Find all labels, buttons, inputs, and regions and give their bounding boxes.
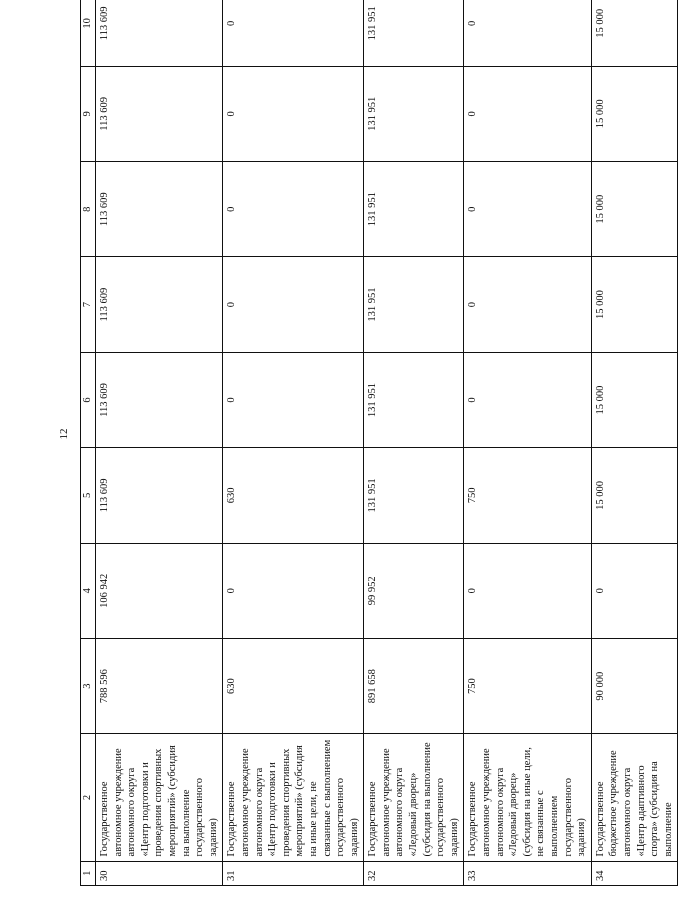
value-cell: 131 951: [364, 257, 464, 352]
column-header: 5: [81, 448, 96, 543]
value-cell: 630: [223, 448, 364, 543]
row-index: 30: [96, 861, 223, 885]
value-cell: 113 609: [96, 162, 223, 257]
value-cell: 0: [223, 543, 364, 638]
value-cell: 99 952: [364, 543, 464, 638]
value-cell: 630: [223, 638, 364, 733]
value-cell: 113 609: [96, 66, 223, 161]
table-row: [96, 0, 223, 886]
table-row: [364, 0, 464, 886]
institution-name: Государственное автономное учреждение автономного округа «Центр подготовки и проведения спортивных мероприятий» (субсидия на выполнение государственного задания): [96, 734, 223, 861]
value-cell: 113 609: [96, 352, 223, 447]
page-number: 12: [58, 428, 70, 440]
value-cell: 90 000: [591, 638, 678, 733]
column-header: 2: [81, 734, 96, 861]
value-cell: 113 609: [96, 257, 223, 352]
value-cell: 750: [464, 638, 591, 733]
institution-name: Государственное автономное учреждение автономного округа «Ледовый дворец» (субсидия на иные цели, не связанные с выполнением государственного задания): [464, 734, 591, 861]
value-cell: 0: [223, 257, 364, 352]
value-cell: 0: [464, 352, 591, 447]
column-number-row: [81, 0, 96, 886]
column-header: 1: [81, 861, 96, 885]
value-cell: 106 942: [96, 543, 223, 638]
value-cell: 15 000: [591, 257, 678, 352]
row-index: 32: [364, 861, 464, 885]
column-header: 8: [81, 162, 96, 257]
value-cell: 0: [464, 162, 591, 257]
value-cell: 0: [223, 66, 364, 161]
value-cell: 0: [223, 352, 364, 447]
institution-name: Государственное бюджетное учреждение автономного округа «Центр адаптивного спорта» (субсидия на выполнение: [591, 734, 678, 861]
table-row: [591, 0, 678, 886]
column-header: 9: [81, 66, 96, 161]
institution-name: Государственное автономное учреждение автономного округа «Центр подготовки и проведения спортивных мероприятий» (субсидия на иные цели, не связанные с выполнением государственного задания): [223, 734, 364, 861]
column-header: 6: [81, 352, 96, 447]
column-header: 4: [81, 543, 96, 638]
value-cell: 15 000: [591, 66, 678, 161]
value-cell: 113 609: [96, 448, 223, 543]
table-row: [464, 0, 591, 886]
value-cell: 0: [464, 543, 591, 638]
column-header: 3: [81, 638, 96, 733]
value-cell: 131 951: [364, 352, 464, 447]
row-index: 33: [464, 861, 591, 885]
value-cell: 15 000: [591, 448, 678, 543]
value-cell: 131 951: [364, 66, 464, 161]
value-cell: 0: [464, 66, 591, 161]
value-cell: 750: [464, 448, 591, 543]
value-cell: 15 000: [591, 0, 678, 66]
row-index: 31: [223, 861, 364, 885]
value-cell: 891 658: [364, 638, 464, 733]
column-header: 7: [81, 257, 96, 352]
table-row: [223, 0, 364, 886]
value-cell: 15 000: [591, 352, 678, 447]
value-cell: 113 609: [96, 0, 223, 66]
value-cell: 0: [223, 0, 364, 66]
value-cell: 788 596: [96, 638, 223, 733]
value-cell: 131 951: [364, 448, 464, 543]
value-cell: 15 000: [591, 162, 678, 257]
column-header: 10: [81, 0, 96, 66]
row-index: 34: [591, 861, 678, 885]
budget-table: [80, 0, 674, 886]
value-cell: 0: [464, 0, 591, 66]
institution-name: Государственное автономное учреждение автономного округа «Ледовый дворец» (субсидия на выполнение государственного задания): [364, 734, 464, 861]
value-cell: 131 951: [364, 0, 464, 66]
value-cell: 0: [223, 162, 364, 257]
value-cell: 131 951: [364, 162, 464, 257]
value-cell: 0: [591, 543, 678, 638]
value-cell: 0: [464, 257, 591, 352]
